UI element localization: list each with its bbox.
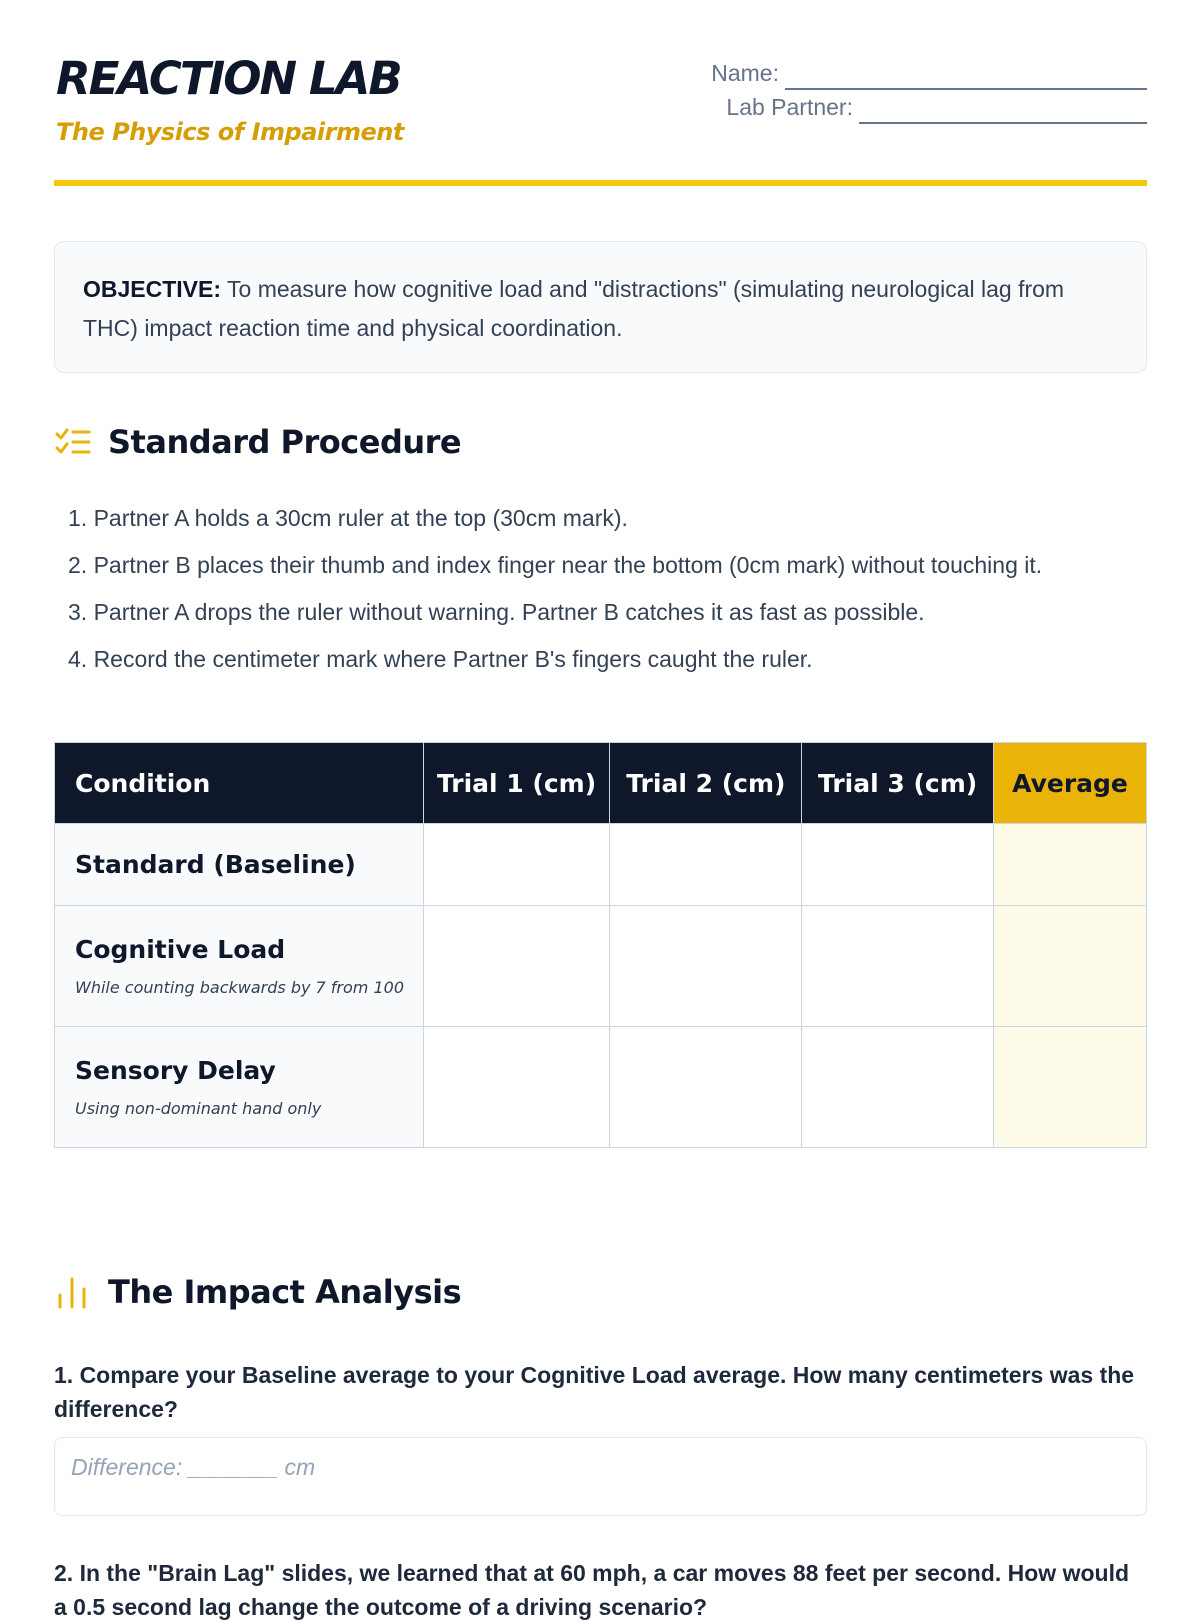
condition-name: Standard (Baseline) [75, 850, 356, 879]
name-row [711, 56, 1147, 90]
analysis-heading [54, 1273, 461, 1311]
question-1: 1. Compare your Baseline average to your Cognitive Load average. How many centimeters was the difference? [54, 1362, 1135, 1422]
partner-label: Lab Partner: [726, 94, 853, 120]
average-cell[interactable] [994, 906, 1147, 1027]
page-subtitle: The Physics of Impairment [56, 118, 404, 146]
header-trial-2: Trial 2 (cm) [610, 743, 802, 824]
procedure-steps [68, 500, 1042, 688]
header-trial-3: Trial 3 (cm) [802, 743, 994, 824]
trial-1-cell[interactable] [423, 906, 610, 1027]
name-label: Name: [711, 60, 779, 86]
procedure-heading [54, 423, 461, 461]
condition-cell [55, 824, 424, 906]
table-row [55, 1027, 1147, 1148]
trial-2-cell[interactable] [610, 906, 802, 1027]
condition-cell [55, 1027, 424, 1148]
procedure-step: 1. Partner A holds a 30cm ruler at the top (30cm mark). [68, 505, 628, 531]
difference-answer-box[interactable]: Difference: _______ cm [54, 1437, 1147, 1516]
procedure-title: Standard Procedure [108, 423, 462, 461]
procedure-step: 2. Partner B places their thumb and index finger near the bottom (0cm mark) without touching it. [68, 552, 1043, 578]
data-table [54, 742, 1147, 1148]
header-trial-1: Trial 1 (cm) [423, 743, 610, 824]
condition-name: Cognitive Load [75, 935, 286, 964]
condition-note: While counting backwards by 7 from 100 [75, 978, 405, 997]
trial-2-cell[interactable] [610, 1027, 802, 1148]
table-row [55, 824, 1147, 906]
analysis-title: The Impact Analysis [108, 1273, 462, 1311]
trial-1-cell[interactable] [423, 1027, 610, 1148]
trial-2-cell[interactable] [610, 824, 802, 906]
condition-cell [55, 906, 424, 1027]
student-info [711, 56, 1147, 124]
average-cell[interactable] [994, 1027, 1147, 1148]
bar-chart-icon [54, 1273, 92, 1311]
table-row [55, 906, 1147, 1027]
header-divider [54, 180, 1147, 186]
trial-3-cell[interactable] [802, 824, 994, 906]
trial-3-cell[interactable] [802, 906, 994, 1027]
objective-text: To measure how cognitive load and "distractions" (simulating neurological lag from THC) impact reaction time and physical coordination. [83, 276, 1065, 341]
name-blank[interactable] [785, 66, 1147, 90]
procedure-step: 4. Record the centimeter mark where Partner B's fingers caught the ruler. [68, 646, 813, 672]
trial-3-cell[interactable] [802, 1027, 994, 1148]
procedure-step: 3. Partner A drops the ruler without warning. Partner B catches it as fast as possible. [68, 599, 925, 625]
objective-box [54, 241, 1147, 373]
partner-blank[interactable] [859, 100, 1147, 124]
worksheet-page [54, 0, 1147, 1620]
question-2: 2. In the "Brain Lag" slides, we learned that at 60 mph, a car moves 88 feet per second. How would a 0.5 second lag change the outcome of a driving scenario? [54, 1560, 1130, 1620]
table-header-row [55, 743, 1147, 824]
header-condition: Condition [55, 743, 424, 824]
page-title: REACTION LAB [56, 52, 401, 105]
condition-name: Sensory Delay [75, 1056, 276, 1085]
checklist-icon [54, 423, 92, 461]
partner-row [711, 90, 1147, 124]
header-average: Average [994, 743, 1147, 824]
trial-1-cell[interactable] [423, 824, 610, 906]
condition-note: Using non-dominant hand only [75, 1099, 322, 1118]
worksheet-header [54, 0, 1147, 187]
objective-label: OBJECTIVE: [83, 276, 222, 302]
average-cell[interactable] [994, 824, 1147, 906]
